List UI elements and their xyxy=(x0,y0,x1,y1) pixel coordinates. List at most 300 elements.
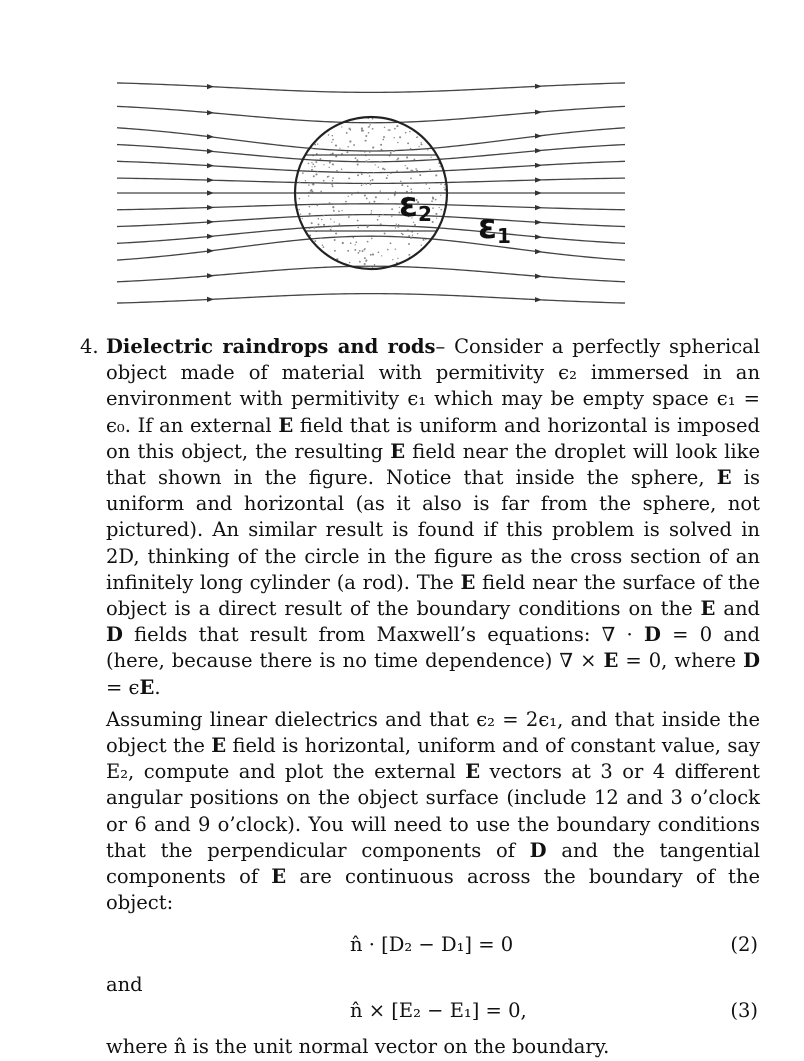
bold-E: E xyxy=(465,760,481,784)
stipple-dot xyxy=(386,177,388,179)
text-run: fields that result from Maxwell’s equations: ∇ · xyxy=(122,623,644,647)
stipple-dot xyxy=(421,142,422,143)
stipple-dot xyxy=(393,150,395,152)
stipple-dot xyxy=(308,195,309,196)
stipple-dot xyxy=(366,197,368,199)
stipple-dot xyxy=(434,131,435,132)
stipple-dot xyxy=(367,225,369,227)
stipple-dot xyxy=(357,163,359,165)
stipple-dot xyxy=(413,126,414,127)
stipple-dot xyxy=(436,121,438,123)
stipple-dot xyxy=(355,241,357,243)
stipple-dot xyxy=(312,163,314,165)
stipple-dot xyxy=(323,224,325,226)
stipple-dot xyxy=(393,137,394,138)
stipple-dot xyxy=(435,213,437,215)
stipple-dot xyxy=(387,175,388,176)
stipple-dot xyxy=(299,209,300,210)
text-run: and the tangential components of xyxy=(106,838,760,889)
stipple-dot xyxy=(395,227,396,228)
arrowhead xyxy=(535,249,542,254)
text-run: Assuming linear dielectrics and that ϵ₂ = 2ϵ₁, and that inside the object the xyxy=(106,707,760,758)
and-connector: and xyxy=(106,973,143,997)
stipple-dot xyxy=(444,184,445,185)
stipple-dot xyxy=(369,161,370,162)
stipple-dot xyxy=(323,180,325,182)
stipple-dot xyxy=(397,158,399,160)
stipple-dot xyxy=(316,205,318,207)
stipple-dot xyxy=(323,125,324,126)
stipple-dot xyxy=(294,151,296,153)
stipple-dot xyxy=(382,214,384,216)
stipple-dot xyxy=(333,211,334,212)
stipple-dot xyxy=(368,159,369,160)
stipple-dot xyxy=(309,206,311,208)
stipple-dot xyxy=(331,124,333,126)
bold-D: D xyxy=(529,838,547,862)
stipple-dot xyxy=(359,250,361,252)
arrowhead xyxy=(207,84,214,89)
equation-3-number: (3) xyxy=(730,999,758,1023)
field-line xyxy=(117,83,625,92)
problem-paragraph-1 xyxy=(80,334,760,701)
stipple-dot xyxy=(372,118,374,120)
stipple-dot xyxy=(397,258,398,259)
title-dash: – xyxy=(435,335,446,358)
stipple-dot xyxy=(347,146,349,148)
stipple-dot xyxy=(363,183,364,184)
stipple-dot xyxy=(434,142,435,143)
bold-E: E xyxy=(278,413,294,437)
stipple-dot xyxy=(354,249,356,251)
stipple-dot xyxy=(391,208,393,210)
stipple-dot xyxy=(323,215,324,216)
stipple-dot xyxy=(330,218,331,219)
arrowhead xyxy=(535,234,542,239)
stipple-dot xyxy=(335,232,337,234)
stipple-dot xyxy=(305,180,306,181)
stipple-dot xyxy=(357,227,359,229)
stipple-dot xyxy=(353,144,355,146)
stipple-dot xyxy=(390,242,392,244)
arrowhead xyxy=(535,220,542,225)
stipple-dot xyxy=(439,207,440,208)
arrowhead xyxy=(535,163,542,168)
arrowhead xyxy=(535,148,542,153)
stipple-dot xyxy=(400,119,402,121)
stipple-dot xyxy=(377,219,379,221)
stipple-dot xyxy=(315,252,316,253)
stipple-dot xyxy=(439,117,441,119)
text-run: = 0 and (here, because there is no time dependence) ∇ × xyxy=(106,623,761,673)
stipple-dot xyxy=(358,252,360,254)
arrowhead xyxy=(207,149,214,154)
stipple-dot xyxy=(310,249,311,250)
stipple-dot xyxy=(396,170,398,172)
text-run: field near the surface of the object is a direct result of the boundary conditions on the xyxy=(106,570,760,621)
stipple-dot xyxy=(423,239,425,241)
stipple-dot xyxy=(412,235,413,236)
stipple-dot xyxy=(408,235,410,237)
stipple-dot xyxy=(366,183,368,185)
stipple-dot xyxy=(444,157,445,158)
arrowhead xyxy=(207,248,214,253)
arrowhead xyxy=(207,134,214,139)
arrowhead xyxy=(535,190,542,195)
stipple-dot xyxy=(313,134,314,135)
stipple-dot xyxy=(361,130,363,132)
stipple-dot xyxy=(310,126,312,128)
stipple-dot xyxy=(309,213,311,215)
stipple-dot xyxy=(306,133,307,134)
epsilon-1-label xyxy=(478,207,511,248)
stipple-dot xyxy=(365,160,367,162)
stipple-dot xyxy=(307,141,309,143)
stipple-dot xyxy=(367,241,369,243)
bold-E: E xyxy=(700,597,716,621)
bold-D: D xyxy=(106,623,123,647)
text-run: = 0, where xyxy=(618,649,744,673)
stipple-dot xyxy=(380,190,381,191)
stipple-dot xyxy=(432,198,434,200)
stipple-dot xyxy=(334,119,336,121)
stipple-dot xyxy=(320,237,322,239)
stipple-dot xyxy=(321,127,322,128)
equation-3-row xyxy=(80,998,760,1024)
stipple-dot xyxy=(295,231,297,233)
field-lines-svg xyxy=(0,0,804,320)
stipple-dot xyxy=(297,237,299,239)
stipple-dot xyxy=(368,126,369,127)
arrowhead xyxy=(207,273,214,278)
stipple-dot xyxy=(374,264,375,265)
stipple-dot xyxy=(302,259,304,261)
arrowhead xyxy=(207,190,214,195)
stipple-dot xyxy=(308,163,310,165)
stipple-dot xyxy=(375,196,377,198)
field-line xyxy=(117,106,625,122)
stipple-dot xyxy=(306,257,307,258)
stipple-dot xyxy=(372,147,374,149)
stipple-dot xyxy=(389,129,391,131)
normal-vector-note: where n̂ is the unit normal vector on the boundary. xyxy=(106,1035,610,1059)
field-line xyxy=(117,128,625,151)
stipple-dot xyxy=(341,169,343,171)
arrowhead xyxy=(535,274,542,279)
stipple-dot xyxy=(383,136,385,138)
stipple-dot xyxy=(334,204,336,206)
stipple-dot xyxy=(417,136,419,138)
stipple-dot xyxy=(381,161,382,162)
field-line xyxy=(117,225,625,243)
stipple-dot xyxy=(387,249,389,251)
stipple-dot xyxy=(322,245,323,246)
stipple-dot xyxy=(300,213,301,214)
stipple-dot xyxy=(331,226,333,228)
bold-D: D xyxy=(643,623,661,647)
stipple-dot xyxy=(318,218,320,220)
stipple-dot xyxy=(311,222,313,224)
bold-E: E xyxy=(716,466,732,490)
stipple-dot xyxy=(391,216,392,217)
stipple-dot xyxy=(308,184,310,186)
stipple-dot xyxy=(381,149,383,151)
stipple-dot xyxy=(429,260,431,262)
stipple-dot xyxy=(432,221,434,223)
stipple-dot xyxy=(373,201,375,203)
stipple-dot xyxy=(315,161,317,163)
stipple-dot xyxy=(372,179,374,181)
stipple-dot xyxy=(341,210,342,211)
stipple-dot xyxy=(399,136,401,138)
stipple-dot xyxy=(298,149,299,150)
stipple-dot xyxy=(442,143,443,144)
stipple-dot xyxy=(349,262,351,264)
bold-E: E xyxy=(139,675,155,699)
stipple-dot xyxy=(388,198,389,199)
stipple-dot xyxy=(390,173,392,175)
stipple-dot xyxy=(440,195,441,196)
stipple-dot xyxy=(302,218,303,219)
stipple-dot xyxy=(341,126,342,127)
equation-2-number: (2) xyxy=(730,933,758,957)
stipple-dot xyxy=(305,117,307,119)
stipple-dot xyxy=(337,116,339,118)
stipple-dot xyxy=(367,172,369,174)
stipple-dot xyxy=(382,139,384,141)
stipple-dot xyxy=(442,246,443,247)
stipple-dot xyxy=(373,172,374,173)
stipple-dot xyxy=(332,163,334,165)
stipple-dot xyxy=(315,173,317,175)
stipple-dot xyxy=(433,146,434,147)
equation-2: n̂ · [D₂ − D₁] = 0 xyxy=(350,933,514,957)
bold-E: E xyxy=(211,734,227,758)
stipple-dot xyxy=(419,174,421,176)
stipple-dot xyxy=(332,139,334,141)
stipple-dot xyxy=(334,239,336,241)
stipple-dot xyxy=(314,118,316,120)
stipple-dot xyxy=(299,182,301,184)
stipple-dot xyxy=(317,171,318,172)
stipple-dot xyxy=(406,167,408,169)
stipple-dot xyxy=(425,239,426,240)
stipple-dot xyxy=(311,162,312,163)
stipple-dot xyxy=(312,253,314,255)
text-run: field near the droplet will look like that shown in the figure. Notice that inside the sphere, xyxy=(106,439,760,490)
text-run: is uniform and horizontal (as it also is far from the sphere, not pictured). An similar result is found if this problem is solved in 2D, thinking of the circle in the figure as the cross section of an infinitely long cylinder (a rod). The xyxy=(106,466,760,594)
stipple-dot xyxy=(431,157,432,158)
stipple-dot xyxy=(384,127,385,128)
arrowhead xyxy=(207,178,214,183)
problem-paragraph-2 xyxy=(80,707,760,917)
field-line xyxy=(117,236,625,260)
arrowhead xyxy=(535,133,542,138)
stipple-dot xyxy=(441,237,443,239)
stipple-dot xyxy=(439,166,441,168)
stipple-dot xyxy=(353,237,354,238)
stipple-dot xyxy=(364,151,365,152)
stipple-dot xyxy=(357,174,359,176)
text-run: Consider a perfectly spherical object made of material with permitivity ϵ₂ immersed in an environment with permitivity ϵ₁ which may be empty space ϵ₁ = ϵ₀. If an external xyxy=(106,335,760,437)
stipple-dot xyxy=(321,219,323,221)
stipple-dot xyxy=(441,257,443,259)
stipple-dot xyxy=(307,125,309,127)
stipple-dot xyxy=(361,185,363,187)
stipple-dot xyxy=(416,170,418,172)
arrowhead xyxy=(207,110,214,115)
stipple-dot xyxy=(314,240,316,242)
stipple-dot xyxy=(338,210,340,212)
stipple-dot xyxy=(369,151,371,153)
stipple-dot xyxy=(302,172,304,174)
stipple-dot xyxy=(365,140,367,142)
stipple-dot xyxy=(330,229,332,231)
stipple-dot xyxy=(309,227,310,228)
arrowhead xyxy=(535,177,542,182)
bold-E: E xyxy=(603,649,619,673)
stipple-dot xyxy=(295,265,297,267)
stipple-dot xyxy=(409,131,411,133)
equation-2-row xyxy=(80,932,760,958)
stipple-dot xyxy=(347,250,349,252)
stipple-dot xyxy=(331,184,333,186)
stipple-dot xyxy=(427,149,428,150)
stipple-dot xyxy=(297,266,299,268)
stipple-dot xyxy=(339,148,340,149)
stipple-dot xyxy=(435,199,437,201)
stipple-dot xyxy=(380,144,382,146)
stipple-dot xyxy=(432,207,434,209)
stipple-dot xyxy=(396,223,397,224)
stipple-dot xyxy=(359,261,361,263)
stipple-dot xyxy=(300,121,302,123)
stipple-dot xyxy=(365,135,367,137)
stipple-dot xyxy=(369,175,371,177)
stipple-dot xyxy=(364,257,366,259)
stipple-dot xyxy=(361,127,363,129)
stipple-dot xyxy=(346,132,348,134)
stipple-dot xyxy=(306,250,308,252)
stipple-dot xyxy=(417,233,418,234)
stipple-dot xyxy=(372,253,374,255)
stipple-dot xyxy=(433,134,435,136)
stipple-dot xyxy=(407,142,409,144)
stipple-dot xyxy=(334,221,335,222)
stipple-dot xyxy=(428,182,429,183)
stipple-dot xyxy=(355,157,357,159)
stipple-dot xyxy=(429,169,430,170)
stipple-dot xyxy=(318,224,320,226)
stipple-dot xyxy=(312,190,314,192)
stipple-dot xyxy=(400,181,402,183)
arrowhead xyxy=(207,219,214,224)
stipple-dot xyxy=(364,194,366,196)
stipple-dot xyxy=(350,242,352,244)
stipple-dot xyxy=(335,155,337,157)
stipple-dot xyxy=(297,234,299,236)
stipple-dot xyxy=(402,233,404,235)
stipple-dot xyxy=(370,254,372,256)
stipple-dot xyxy=(345,201,347,203)
text-run: . xyxy=(154,675,161,699)
stipple-dot xyxy=(440,209,442,211)
field-line xyxy=(117,145,625,162)
text-run: and xyxy=(715,597,760,621)
text-run: field that is uniform and horizontal is imposed on this object, the resulting xyxy=(106,413,760,463)
stipple-dot xyxy=(332,185,334,187)
stipple-dot xyxy=(445,245,447,247)
stipple-dot xyxy=(370,184,372,186)
stipple-dot xyxy=(371,213,372,214)
arrowhead xyxy=(207,163,214,168)
stipple-dot xyxy=(381,255,382,256)
stipple-dot xyxy=(408,243,410,245)
stipple-dot xyxy=(313,175,315,177)
epsilon-1-symbol: ε xyxy=(478,207,497,247)
stipple-dot xyxy=(342,242,344,244)
text-run: are continuous across the boundary of the object: xyxy=(106,865,760,915)
text-run: = ϵ xyxy=(106,675,140,699)
stipple-dot xyxy=(351,194,352,195)
problem-title: Dielectric raindrops and rods xyxy=(106,335,436,358)
stipple-dot xyxy=(375,164,376,165)
stipple-dot xyxy=(332,177,334,179)
problem-number: 4. xyxy=(80,335,99,358)
arrowhead xyxy=(535,205,542,210)
stipple-dot xyxy=(442,129,444,131)
stipple-dot xyxy=(440,152,442,154)
stipple-dot xyxy=(332,153,334,155)
stipple-dot xyxy=(410,237,412,239)
stipple-dot xyxy=(349,140,351,142)
stipple-dot xyxy=(415,168,417,170)
arrowhead xyxy=(207,297,214,302)
stipple-dot xyxy=(323,164,324,165)
stipple-dot xyxy=(348,216,350,218)
stipple-dot xyxy=(396,125,398,127)
stipple-dot xyxy=(441,252,442,253)
stipple-dot xyxy=(311,169,313,171)
stipple-dot xyxy=(371,238,373,240)
stipple-dot xyxy=(297,155,299,157)
epsilon-2-symbol: ε xyxy=(399,185,418,225)
stipple-dot xyxy=(390,152,392,154)
stipple-dot xyxy=(310,119,311,120)
stipple-dot xyxy=(372,128,374,130)
stipple-dot xyxy=(313,227,315,229)
stipple-dot xyxy=(335,145,337,147)
stipple-dot xyxy=(332,135,334,137)
stipple-dot xyxy=(310,256,312,258)
stipple-dot xyxy=(364,263,366,265)
stipple-dot xyxy=(323,246,325,248)
stipple-dot xyxy=(312,184,313,185)
stipple-dot xyxy=(332,180,334,182)
stipple-dot xyxy=(314,166,316,168)
stipple-dot xyxy=(346,151,348,153)
stipple-dot xyxy=(444,229,446,231)
stipple-dot xyxy=(410,178,412,180)
stipple-dot xyxy=(405,165,406,166)
stipple-dot xyxy=(329,162,331,164)
stipple-dot xyxy=(421,144,422,145)
bold-E: E xyxy=(390,439,406,463)
stipple-dot xyxy=(382,168,384,170)
stipple-dot xyxy=(347,196,348,197)
field-lines-figure xyxy=(0,0,804,320)
stipple-dot xyxy=(420,263,421,264)
